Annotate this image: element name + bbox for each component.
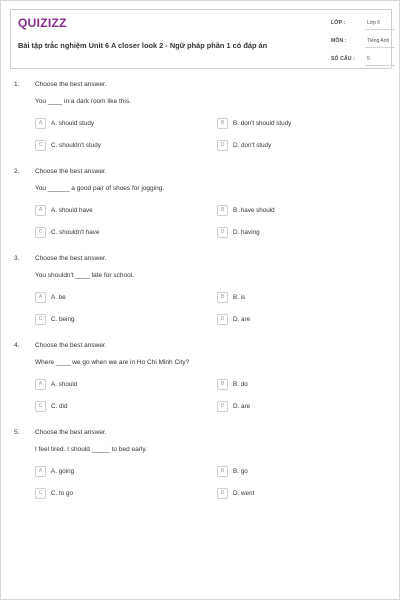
option-letter-box: A: [35, 118, 46, 129]
option-text: B. do: [233, 381, 248, 388]
option-letter-box: A: [35, 292, 46, 303]
option-text: C. shouldn't study: [51, 142, 101, 149]
question-text: Where ____ we go when we are in Ho Chi Minh City?: [35, 359, 190, 366]
worksheet-header: [10, 9, 392, 69]
option-letter-box: D: [217, 488, 228, 499]
option-letter-box: B: [217, 205, 228, 216]
question-number: 3.: [14, 255, 20, 262]
meta-row-class: [331, 14, 393, 32]
option-text: D. don't study: [233, 142, 272, 149]
question-text: You ____ in a dark room like this.: [35, 98, 131, 105]
question-number: 2.: [14, 168, 20, 175]
option-letter-box: D: [217, 401, 228, 412]
option-text: D. are: [233, 403, 251, 410]
option-b[interactable]: [217, 379, 367, 391]
option-letter-box: D: [217, 227, 228, 238]
option-text: A. should: [51, 381, 78, 388]
option-letter-box: A: [35, 466, 46, 477]
option-c[interactable]: [35, 401, 185, 413]
option-letter-box: C: [35, 488, 46, 499]
option-text: C. being: [51, 316, 75, 323]
question-text: You ______ a good pair of shoes for jogging.: [35, 185, 165, 192]
meta-row-count: [331, 50, 393, 68]
meta-underline: [365, 29, 395, 30]
option-text: C. shouldn't have: [51, 229, 100, 236]
meta-underline: [365, 65, 395, 66]
question-1: [1, 81, 400, 167]
option-text: B. is: [233, 294, 246, 301]
question-prompt: Choose the best answer.: [35, 168, 107, 175]
option-letter-box: C: [35, 140, 46, 151]
option-text: C. did: [51, 403, 68, 410]
option-letter-box: A: [35, 379, 46, 390]
option-text: B. have should: [233, 207, 275, 214]
option-b[interactable]: [217, 292, 367, 304]
option-text: D. are: [233, 316, 251, 323]
option-letter-box: B: [217, 466, 228, 477]
meta-underline: [365, 47, 395, 48]
meta-label: SỐ CÂU :: [331, 56, 356, 62]
option-c[interactable]: [35, 227, 185, 239]
question-4: [1, 342, 400, 428]
question-prompt: Choose the best answer.: [35, 342, 107, 349]
option-d[interactable]: [217, 488, 367, 500]
question-5: [1, 429, 400, 515]
meta-label: LỚP :: [331, 20, 346, 26]
option-letter-box: A: [35, 205, 46, 216]
option-letter-box: D: [217, 314, 228, 325]
question-number: 4.: [14, 342, 20, 349]
option-a[interactable]: [35, 466, 185, 478]
question-prompt: Choose the best answer.: [35, 81, 107, 88]
worksheet-title: Bài tập trắc nghiệm Unit 6 A closer look 2 - Ngữ pháp phần 1 có đáp án: [18, 41, 268, 50]
quizizz-logo: QUIZIZZ: [18, 16, 67, 30]
option-letter-box: C: [35, 227, 46, 238]
meta-value: Tiếng Anh: [367, 38, 390, 44]
option-text: A. be: [51, 294, 66, 301]
option-c[interactable]: [35, 140, 185, 152]
option-text: A. should have: [51, 207, 93, 214]
option-c[interactable]: [35, 314, 185, 326]
option-letter-box: C: [35, 401, 46, 412]
option-d[interactable]: [217, 314, 367, 326]
option-b[interactable]: [217, 205, 367, 217]
question-2: [1, 168, 400, 254]
question-prompt: Choose the best answer.: [35, 255, 107, 262]
question-number: 5.: [14, 429, 20, 436]
option-c[interactable]: [35, 488, 185, 500]
option-b[interactable]: [217, 466, 367, 478]
meta-label: MÔN :: [331, 38, 347, 44]
question-text: You shouldn't ____ late for school.: [35, 272, 134, 279]
option-d[interactable]: [217, 227, 367, 239]
option-b[interactable]: [217, 118, 367, 130]
question-prompt: Choose the best answer.: [35, 429, 107, 436]
meta-value: 5: [367, 56, 370, 62]
question-text: I feel tired. I should _____ to bed early.: [35, 446, 147, 453]
option-letter-box: D: [217, 140, 228, 151]
option-text: A. should study: [51, 120, 95, 127]
option-text: B. go: [233, 468, 248, 475]
option-a[interactable]: [35, 118, 185, 130]
option-text: B. don't should study: [233, 120, 292, 127]
option-text: C. to go: [51, 490, 74, 497]
option-a[interactable]: [35, 292, 185, 304]
option-text: D. having: [233, 229, 260, 236]
meta-row-subject: [331, 32, 393, 50]
option-d[interactable]: [217, 401, 367, 413]
option-letter-box: B: [217, 379, 228, 390]
meta-panel: [331, 10, 391, 70]
meta-value: Lớp 6: [367, 20, 381, 26]
question-number: 1.: [14, 81, 20, 88]
option-letter-box: B: [217, 118, 228, 129]
option-a[interactable]: [35, 205, 185, 217]
option-d[interactable]: [217, 140, 367, 152]
option-text: D. went: [233, 490, 255, 497]
option-a[interactable]: [35, 379, 185, 391]
question-3: [1, 255, 400, 341]
option-letter-box: C: [35, 314, 46, 325]
option-text: A. going: [51, 468, 75, 475]
option-letter-box: B: [217, 292, 228, 303]
